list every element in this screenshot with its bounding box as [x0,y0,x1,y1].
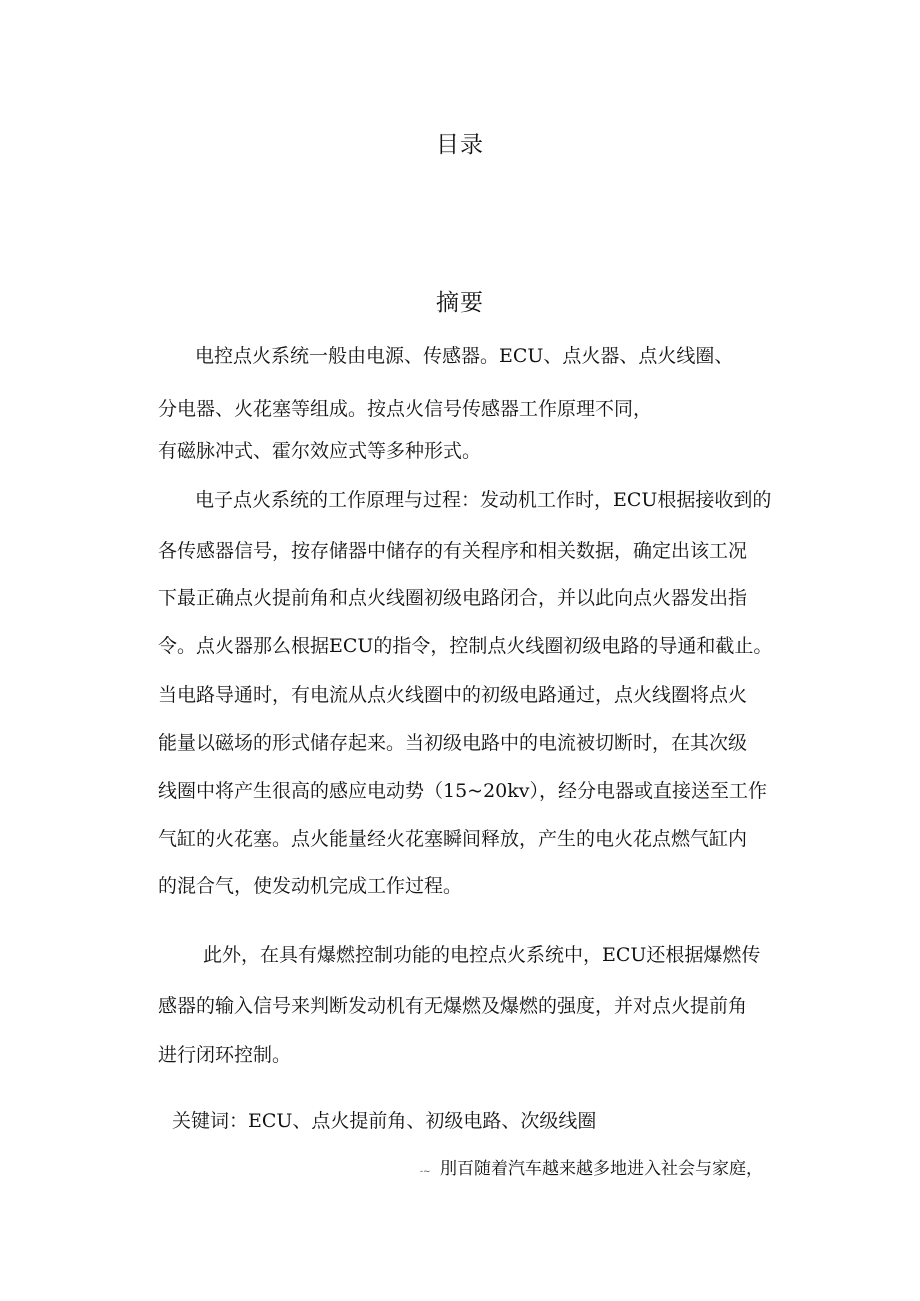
paragraph-line: 下最正确点火提前角和点火线圈初级电路闭合，并以此向点火器发出指 [158,587,748,609]
toc-title: 目录 [436,132,484,158]
footer-mark: -~ [420,1167,431,1177]
paragraph-line: 电子点火系统的工作原理与过程：发动机工作时，ECU根据接收到的 [195,489,772,511]
paragraph-line: 令。点火器那么根据ECU的指令，控制点火线圈初级电路的导通和截止。 [158,635,773,657]
footer-text: 刖百随着汽车越来越多地进入社会与家庭， [440,1159,763,1179]
paragraph-line: 进行闭环控制。 [158,1044,292,1066]
abstract-title: 摘要 [436,290,484,316]
paragraph-line: 当电路导通时，有电流从点火线圈中的初级电路通过，点火线圈将点火 [158,684,748,706]
paragraph-line: 能量以磁场的形式储存起来。当初级电路中的电流被切断时，在其次级 [158,732,748,754]
paragraph-line: 的混合气，使发动机完成工作过程。 [158,875,463,897]
paragraph-line: 有磁脉冲式、霍尔效应式等多种形式。 [158,440,482,462]
paragraph-line: 电控点火系统一般由电源、传感器。ECU、点火器、点火线圈、 [195,345,734,367]
footer-line [420,1158,763,1183]
paragraph-line: 线圈中将产生很高的感应电动势（15~20kv），经分电器或直接送至工作 [158,780,768,802]
paragraph-line: 分电器、火花塞等组成。按点火信号传感器工作原理不同， [158,398,653,420]
paragraph-line: 气缸的火花塞。点火能量经火花塞瞬间释放，产生的电火花点燃气缸内 [158,828,748,850]
keywords-line: 关键词：ECU、点火提前角、初级电路、次级线圈 [172,1110,597,1132]
paragraph-line: 各传感器信号，按存储器中储存的有关程序和相关数据，确定出该工况 [158,540,748,562]
paragraph-line: 感器的输入信号来判断发动机有无爆燃及爆燃的强度，并对点火提前角 [158,995,748,1017]
paragraph-line: 此外，在具有爆燃控制功能的电控点火系统中，ECU还根据爆燃传 [203,944,761,966]
